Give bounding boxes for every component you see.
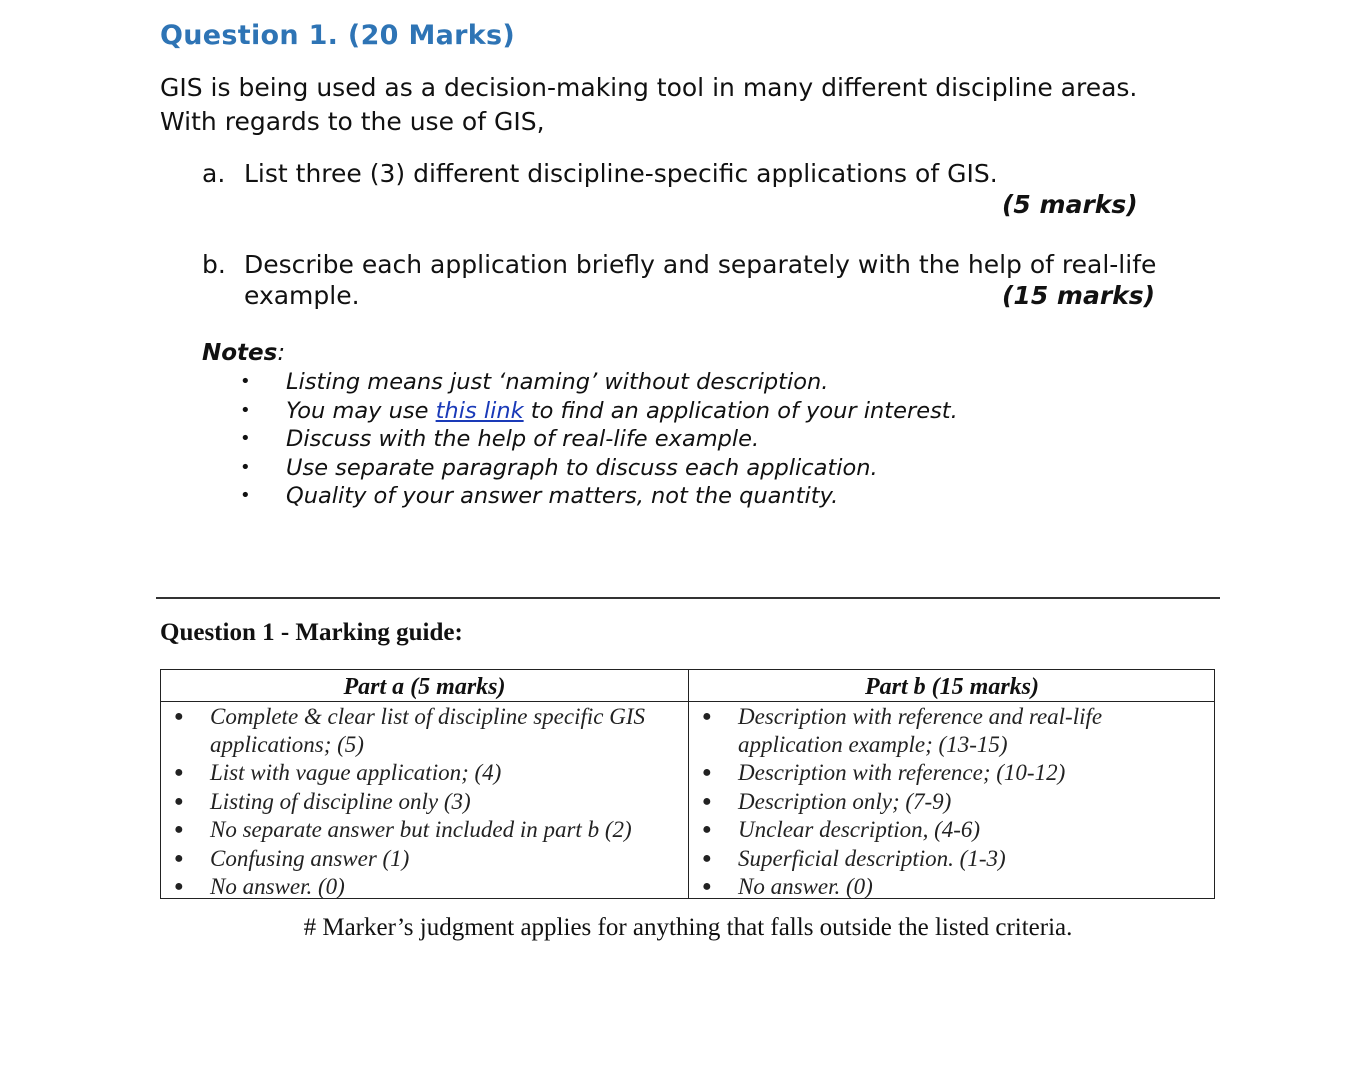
bullet-icon: ●	[702, 878, 712, 895]
bullet-icon: •	[240, 428, 251, 450]
criteria-item: ● Complete & clear list of discipline specific GIS applications; (5)	[174, 704, 646, 757]
criteria-item: ● Unclear description, (4-6)	[702, 817, 981, 842]
part-b-heading: Part b (15 marks)	[865, 674, 1039, 700]
bullet-icon: ●	[702, 849, 712, 867]
bullet-icon: ●	[174, 878, 184, 895]
part-b-marks: (15 marks)	[1002, 281, 1156, 310]
intro-line-2: With regards to the use of GIS,	[160, 107, 545, 136]
bullet-icon: •	[240, 456, 251, 478]
bullet-icon: •	[240, 485, 251, 507]
bullet-icon: ●	[174, 764, 184, 781]
part-b-line-1: Describe each application briefly and separately with the help of real-life	[244, 250, 1157, 279]
criteria-item: ● Listing of discipline only (3)	[174, 788, 471, 814]
this-link[interactable]: this link	[435, 397, 524, 424]
bullet-icon: ●	[174, 821, 184, 838]
question-title: Question 1. (20 Marks)	[160, 20, 516, 51]
notes-heading: Notes:	[202, 340, 286, 366]
criteria-item: ● Description only; (7-9)	[702, 788, 952, 814]
criteria-item: ● List with vague application; (4)	[174, 760, 502, 785]
criteria-item: ● Confusing answer (1)	[174, 845, 410, 871]
marking-guide-title: Question 1 - Marking guide:	[160, 619, 463, 646]
bullet-icon: ●	[174, 792, 184, 810]
part-a-marks: (5 marks)	[1002, 190, 1138, 219]
criteria-item: ● Superficial description. (1-3)	[702, 845, 1006, 871]
bullet-icon: ●	[174, 708, 184, 725]
bullet-icon: ●	[702, 792, 712, 810]
bullet-icon: ●	[174, 849, 184, 867]
part-a-text	[244, 158, 998, 189]
part-a-label: a.	[202, 159, 226, 188]
part-a-criteria	[174, 703, 645, 902]
column-divider	[688, 670, 689, 898]
bullet-icon: ●	[702, 821, 712, 838]
bullet-icon: •	[240, 371, 251, 392]
section-divider	[156, 597, 1220, 599]
marking-guide-table	[160, 669, 1215, 899]
part-b-label: b.	[202, 250, 226, 279]
part-a-line-1: List three (3) different discipline-specific applications of GIS.	[244, 159, 998, 188]
bullet-icon: ●	[702, 708, 712, 725]
criteria-item: ● No answer. (0)	[702, 874, 873, 899]
part-b-criteria	[702, 703, 1102, 902]
bullet-icon: •	[240, 399, 251, 421]
part-a-heading: Part a (5 marks)	[343, 674, 506, 700]
intro-line-1: GIS is being used as a decision-making tool in many different discipline areas.	[160, 73, 1138, 102]
marker-footnote: # Marker’s judgment applies for anything that falls outside the listed criteria.	[303, 914, 1073, 941]
part-b-line-2: example.	[244, 281, 360, 310]
criteria-item: ● No answer. (0)	[174, 874, 345, 899]
bullet-icon: ●	[702, 764, 712, 781]
criteria-item: ● No separate answer but included in part b (2)	[174, 817, 632, 842]
criteria-item: ● Description with reference; (10-12)	[702, 760, 1066, 785]
criteria-item: ● Description with reference and real-life application example; (13-15)	[702, 704, 1103, 757]
question-intro	[160, 71, 1137, 139]
